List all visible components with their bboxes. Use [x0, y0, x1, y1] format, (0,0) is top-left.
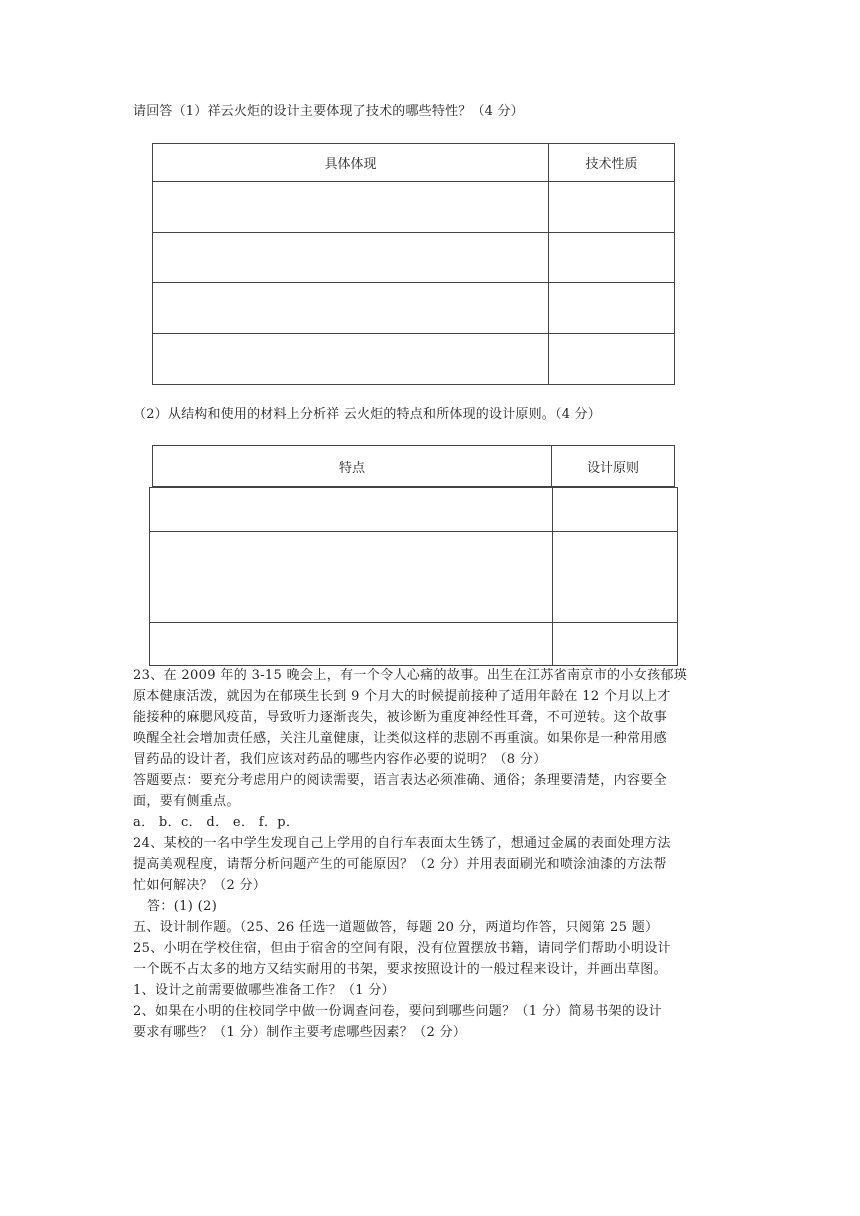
- answer-cell[interactable]: [553, 532, 678, 623]
- answer-options: a． b．c． d． e． f．p．: [133, 815, 300, 830]
- question-2-body-table: [149, 487, 678, 666]
- q24-line-1: 24、某校的一名中学生发现自己上学用的自行车表面太生锈了，想通过金属的表面处理方法: [133, 836, 671, 851]
- question-2-header-table: [152, 445, 675, 487]
- q25-sub-1: 1、设计之前需要做哪些准备工作？（1 分）: [133, 983, 396, 998]
- question-1-table: [152, 143, 675, 385]
- section-5-heading: 五、设计制作题。（25、26 任选一道题做答，每题 20 分，两道均作答，只阅第 25 题）: [133, 920, 659, 935]
- answer-key-line-2: 面，要有侧重点。: [133, 794, 240, 809]
- q24-answer-text: 答：(1) (2): [147, 899, 218, 914]
- q23-line-4: 唤醒全社会增加责任感，关注儿童健康，让类似这样的悲剧不再重演。如果你是一种常用感: [133, 731, 668, 746]
- q24-line-3: 忙如何解决？（2 分）: [133, 878, 267, 893]
- q25-sub-2-line-2: 要求有哪些？（1 分）制作主要考虑哪些因素？（2 分）: [133, 1025, 467, 1040]
- table-header-row: [153, 446, 675, 487]
- table-row: [153, 233, 675, 283]
- question-2-prompt: （2）从结构和使用的材料上分析祥 云火炬的特点和所体现的设计原则。（4 分）: [133, 407, 601, 422]
- q25-line-1: 25、小明在学校住宿，但由于宿舍的空间有限，没有位置摆放书籍，请同学们帮助小明设计: [133, 941, 671, 956]
- answer-cell[interactable]: [549, 283, 675, 334]
- table-row: [150, 532, 678, 623]
- answer-key-line-1: 答题要点：要充分考虑用户的阅读需要，语言表达必须准确、通俗；条理要清楚，内容要全: [133, 773, 668, 788]
- question-1-prompt: 请回答（1）祥云火炬的设计主要体现了技术的哪些特性？（4 分）: [133, 104, 524, 119]
- table-row: [153, 182, 675, 233]
- header-cell-technical-nature: 技术性质: [549, 144, 675, 182]
- q23-line-2: 原本健康活泼，就因为在郁瑛生长到 9 个月大的时候提前接种了适用年龄在 12 个月以上才: [133, 689, 671, 704]
- answer-cell[interactable]: [549, 182, 675, 233]
- answer-cell[interactable]: [153, 283, 549, 334]
- table-row: [150, 623, 678, 666]
- answer-cell[interactable]: [153, 182, 549, 233]
- table-header-row: [153, 144, 675, 182]
- answer-cell[interactable]: [153, 334, 549, 385]
- q24-answer: [133, 896, 673, 917]
- answer-cell[interactable]: [150, 532, 553, 623]
- q24-line-2: 提高美观程度，请帮分析问题产生的可能原因？（2 分）并用表面刷光和喷涂油漆的方法帮: [133, 857, 667, 872]
- answer-cell[interactable]: [153, 233, 549, 283]
- header-cell-embodiment: 具体体现: [153, 144, 549, 182]
- q25-line-2: 一个既不占太多的地方又结实耐用的书架，要求按照设计的一般过程来设计，并画出草图。: [133, 962, 668, 977]
- answer-cell[interactable]: [150, 623, 553, 666]
- questions-body: [133, 665, 688, 1043]
- table-row: [150, 488, 678, 532]
- q25-sub-2-line-1: 2、如果在小明的住校同学中做一份调查问卷，要问到哪些问题？（1 分）简易书架的设计: [133, 1004, 663, 1019]
- answer-cell[interactable]: [549, 233, 675, 283]
- answer-cell[interactable]: [553, 623, 678, 666]
- table-row: [153, 334, 675, 385]
- answer-cell[interactable]: [553, 488, 678, 532]
- header-cell-feature: 特点: [153, 446, 552, 487]
- q23-line-3: 能接种的麻腮风疫苗，导致听力逐渐丧失，被诊断为重度神经性耳聋，不可逆转。这个故事: [133, 710, 668, 725]
- q23-line-1: 23、在 2009 年的 3-15 晚会上，有一个令人心痛的故事。出生在江苏省南京市的小女孩郁瑛: [133, 668, 688, 683]
- header-cell-design-principle: 设计原则: [552, 446, 675, 487]
- table-row: [153, 283, 675, 334]
- answer-cell[interactable]: [150, 488, 553, 532]
- q23-line-5: 冒药品的设计者，我们应该对药品的哪些内容作必要的说明？（8 分）: [133, 752, 547, 767]
- answer-cell[interactable]: [549, 334, 675, 385]
